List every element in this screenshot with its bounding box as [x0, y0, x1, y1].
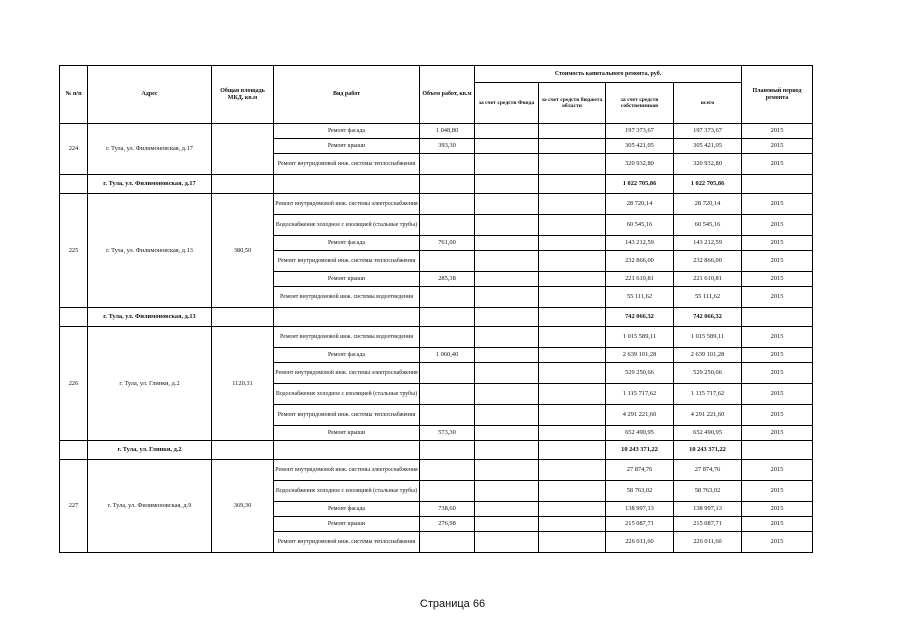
- subtotal-empty-num: [60, 175, 88, 194]
- subtotal-row: [60, 308, 813, 327]
- subtotal-empty-period: [742, 308, 813, 327]
- total-cost-cell: 197 373,67: [674, 124, 742, 139]
- col-header-volume: Объем работ, кв.м: [420, 66, 475, 124]
- budget-cell: [539, 348, 606, 363]
- work-type-cell: Ремонт внутридомовой инж. системы электроснабжения: [274, 194, 420, 215]
- volume-cell: 1 060,40: [420, 348, 475, 363]
- period-cell: 2015: [742, 532, 813, 553]
- subtotal-empty-volume: [420, 441, 475, 460]
- owners-cost-cell: 529 250,66: [606, 363, 674, 384]
- period-cell: 2015: [742, 363, 813, 384]
- fund-cell: [475, 272, 539, 287]
- table-row: [60, 460, 813, 481]
- work-type-cell: Водоснабжение холодное с изоляцией (стальные трубы): [274, 215, 420, 236]
- subtotal-total-cost: 1 022 705,86: [674, 175, 742, 194]
- total-cost-cell: 221 610,81: [674, 272, 742, 287]
- fund-cell: [475, 363, 539, 384]
- budget-cell: [539, 532, 606, 553]
- owners-cost-cell: 1 115 717,62: [606, 384, 674, 405]
- period-cell: 2015: [742, 154, 813, 175]
- budget-cell: [539, 517, 606, 532]
- fund-cell: [475, 532, 539, 553]
- budget-cell: [539, 405, 606, 426]
- total-cost-cell: 138 997,13: [674, 502, 742, 517]
- budget-cell: [539, 124, 606, 139]
- owners-cost-cell: 652 490,95: [606, 426, 674, 441]
- subtotal-total-cost: 10 243 371,22: [674, 441, 742, 460]
- owners-cost-cell: 226 011,60: [606, 532, 674, 553]
- subtotal-empty-fund: [475, 308, 539, 327]
- budget-cell: [539, 272, 606, 287]
- col-header-work-type: Вид работ: [274, 66, 420, 124]
- owners-cost-cell: 138 997,13: [606, 502, 674, 517]
- total-cost-cell: 652 490,95: [674, 426, 742, 441]
- col-header-period: Плановый период ремонта: [742, 66, 813, 124]
- period-cell: 2015: [742, 251, 813, 272]
- period-cell: 2015: [742, 194, 813, 215]
- subtotal-empty-volume: [420, 308, 475, 327]
- fund-cell: [475, 481, 539, 502]
- subtotal-address: г. Тула, ул. Филимоновская, д.17: [88, 175, 212, 194]
- work-type-cell: Ремонт внутридомовой инж. системы электроснабжения: [274, 460, 420, 481]
- volume-cell: [420, 194, 475, 215]
- total-cost-cell: 1 115 717,62: [674, 384, 742, 405]
- table-row: [60, 194, 813, 215]
- area-cell: 380,50: [212, 194, 274, 308]
- work-type-cell: Ремонт крыши: [274, 426, 420, 441]
- row-number: 224: [60, 124, 88, 175]
- work-type-cell: Ремонт фасада: [274, 348, 420, 363]
- subtotal-empty-area: [212, 175, 274, 194]
- fund-cell: [475, 194, 539, 215]
- budget-cell: [539, 481, 606, 502]
- work-type-cell: Водоснабжение холодное с изоляцией (стальные трубы): [274, 481, 420, 502]
- table-row: [60, 124, 813, 139]
- budget-cell: [539, 215, 606, 236]
- subtotal-address: г. Тула, ул. Филимоновская, д.13: [88, 308, 212, 327]
- work-type-cell: Ремонт внутридомовой инж. системы теплоснабжения: [274, 532, 420, 553]
- owners-cost-cell: 215 087,71: [606, 517, 674, 532]
- subtotal-empty-area: [212, 441, 274, 460]
- period-cell: 2015: [742, 272, 813, 287]
- total-cost-cell: 4 291 221,60: [674, 405, 742, 426]
- volume-cell: [420, 327, 475, 348]
- fund-cell: [475, 517, 539, 532]
- area-cell: [212, 124, 274, 175]
- work-type-cell: Ремонт внутридомовой инж. системы водоотведения: [274, 287, 420, 308]
- subtotal-row: [60, 441, 813, 460]
- fund-cell: [475, 502, 539, 517]
- volume-cell: [420, 481, 475, 502]
- total-cost-cell: 226 011,60: [674, 532, 742, 553]
- subtotal-total-cost: 742 066,32: [674, 308, 742, 327]
- col-header-fund: за счет средств Фонда: [475, 83, 539, 124]
- owners-cost-cell: 27 874,76: [606, 460, 674, 481]
- total-cost-cell: 215 087,71: [674, 517, 742, 532]
- budget-cell: [539, 194, 606, 215]
- fund-cell: [475, 236, 539, 251]
- subtotal-empty-fund: [475, 441, 539, 460]
- total-cost-cell: 232 866,00: [674, 251, 742, 272]
- total-cost-cell: 27 874,76: [674, 460, 742, 481]
- owners-cost-cell: 4 291 221,60: [606, 405, 674, 426]
- subtotal-empty-work: [274, 175, 420, 194]
- subtotal-empty-work: [274, 441, 420, 460]
- subtotal-empty-volume: [420, 175, 475, 194]
- address-cell: г. Тула, ул. Глинки, д.2: [88, 327, 212, 441]
- col-header-area: Общая площадь МКД, кв.м: [212, 66, 274, 124]
- total-cost-cell: 2 639 101,28: [674, 348, 742, 363]
- subtotal-empty-area: [212, 308, 274, 327]
- volume-cell: [420, 251, 475, 272]
- area-cell: 1120,31: [212, 327, 274, 441]
- period-cell: 2015: [742, 124, 813, 139]
- work-type-cell: Ремонт крыши: [274, 272, 420, 287]
- page-number: Страница 66: [419, 598, 486, 610]
- volume-cell: [420, 384, 475, 405]
- volume-cell: [420, 363, 475, 384]
- period-cell: 2015: [742, 287, 813, 308]
- fund-cell: [475, 139, 539, 154]
- period-cell: 2015: [742, 517, 813, 532]
- subtotal-empty-budget: [539, 175, 606, 194]
- owners-cost-cell: 28 720,14: [606, 194, 674, 215]
- period-cell: 2015: [742, 426, 813, 441]
- owners-cost-cell: 58 763,02: [606, 481, 674, 502]
- subtotal-empty-budget: [539, 441, 606, 460]
- volume-cell: [420, 405, 475, 426]
- volume-cell: [420, 215, 475, 236]
- total-cost-cell: 143 212,59: [674, 236, 742, 251]
- volume-cell: [420, 460, 475, 481]
- budget-cell: [539, 154, 606, 175]
- budget-cell: [539, 363, 606, 384]
- budget-cell: [539, 327, 606, 348]
- subtotal-address: г. Тула, ул. Глинки, д.2: [88, 441, 212, 460]
- budget-cell: [539, 287, 606, 308]
- subtotal-empty-num: [60, 308, 88, 327]
- budget-cell: [539, 251, 606, 272]
- volume-cell: 276,98: [420, 517, 475, 532]
- work-type-cell: Ремонт крыши: [274, 517, 420, 532]
- subtotal-empty-num: [60, 441, 88, 460]
- col-header-address: Адрес: [88, 66, 212, 124]
- address-cell: г. Тула, ул. Филимоновская, д.13: [88, 194, 212, 308]
- period-cell: 2015: [742, 460, 813, 481]
- subtotal-empty-fund: [475, 175, 539, 194]
- col-header-total: всего: [674, 83, 742, 124]
- budget-cell: [539, 502, 606, 517]
- budget-cell: [539, 426, 606, 441]
- work-type-cell: Ремонт крыши: [274, 139, 420, 154]
- total-cost-cell: 305 421,05: [674, 139, 742, 154]
- col-header-budget: за счет средств бюджета области: [539, 83, 606, 124]
- work-type-cell: Ремонт внутридомовой инж. системы водоотведения: [274, 327, 420, 348]
- volume-cell: 285,38: [420, 272, 475, 287]
- row-number: 227: [60, 460, 88, 553]
- work-type-cell: Ремонт фасада: [274, 236, 420, 251]
- total-cost-cell: 28 720,14: [674, 194, 742, 215]
- period-cell: 2015: [742, 215, 813, 236]
- fund-cell: [475, 287, 539, 308]
- volume-cell: 1 048,80: [420, 124, 475, 139]
- volume-cell: 393,30: [420, 139, 475, 154]
- period-cell: 2015: [742, 348, 813, 363]
- fund-cell: [475, 215, 539, 236]
- subtotal-owners-cost: 10 243 371,22: [606, 441, 674, 460]
- subtotal-empty-work: [274, 308, 420, 327]
- fund-cell: [475, 154, 539, 175]
- total-cost-cell: 60 545,16: [674, 215, 742, 236]
- budget-cell: [539, 236, 606, 251]
- owners-cost-cell: 197 373,67: [606, 124, 674, 139]
- owners-cost-cell: 60 545,16: [606, 215, 674, 236]
- owners-cost-cell: 232 866,00: [606, 251, 674, 272]
- work-type-cell: Ремонт фасада: [274, 124, 420, 139]
- work-type-cell: Ремонт внутридомовой инж. системы теплоснабжения: [274, 154, 420, 175]
- table-body: [60, 124, 813, 553]
- row-number: 225: [60, 194, 88, 308]
- work-type-cell: Ремонт внутридомовой инж. системы теплоснабжения: [274, 405, 420, 426]
- col-header-owners: за счет средств собственников: [606, 83, 674, 124]
- period-cell: 2015: [742, 481, 813, 502]
- volume-cell: [420, 287, 475, 308]
- total-cost-cell: 55 111,62: [674, 287, 742, 308]
- total-cost-cell: 529 250,66: [674, 363, 742, 384]
- period-cell: 2015: [742, 327, 813, 348]
- total-cost-cell: 320 932,80: [674, 154, 742, 175]
- fund-cell: [475, 348, 539, 363]
- volume-cell: [420, 154, 475, 175]
- fund-cell: [475, 124, 539, 139]
- table-row: [60, 327, 813, 348]
- period-cell: 2015: [742, 236, 813, 251]
- total-cost-cell: 58 763,02: [674, 481, 742, 502]
- fund-cell: [475, 327, 539, 348]
- address-cell: г. Тула, ул. Филимоновская, д.17: [88, 124, 212, 175]
- period-cell: 2015: [742, 139, 813, 154]
- owners-cost-cell: 143 212,59: [606, 236, 674, 251]
- subtotal-owners-cost: 742 066,32: [606, 308, 674, 327]
- total-cost-cell: 1 015 589,11: [674, 327, 742, 348]
- volume-cell: 738,60: [420, 502, 475, 517]
- volume-cell: 761,00: [420, 236, 475, 251]
- col-header-num: № п/п: [60, 66, 88, 124]
- period-cell: 2015: [742, 502, 813, 517]
- fund-cell: [475, 384, 539, 405]
- period-cell: 2015: [742, 405, 813, 426]
- fund-cell: [475, 426, 539, 441]
- owners-cost-cell: 55 111,62: [606, 287, 674, 308]
- work-type-cell: Ремонт фасада: [274, 502, 420, 517]
- fund-cell: [475, 460, 539, 481]
- owners-cost-cell: 1 015 589,11: [606, 327, 674, 348]
- address-cell: г. Тула, ул. Филимоновская, д.9: [88, 460, 212, 553]
- owners-cost-cell: 320 932,80: [606, 154, 674, 175]
- budget-cell: [539, 384, 606, 405]
- budget-cell: [539, 460, 606, 481]
- subtotal-row: [60, 175, 813, 194]
- subtotal-empty-budget: [539, 308, 606, 327]
- volume-cell: [420, 532, 475, 553]
- fund-cell: [475, 405, 539, 426]
- owners-cost-cell: 221 610,81: [606, 272, 674, 287]
- work-type-cell: Ремонт внутридомовой инж. системы теплоснабжения: [274, 251, 420, 272]
- work-type-cell: Водоснабжение холодное с изоляцией (стальные трубы): [274, 384, 420, 405]
- area-cell: 369,30: [212, 460, 274, 553]
- owners-cost-cell: 305 421,05: [606, 139, 674, 154]
- budget-cell: [539, 139, 606, 154]
- subtotal-empty-period: [742, 175, 813, 194]
- row-number: 226: [60, 327, 88, 441]
- work-type-cell: Ремонт внутридомовой инж. системы электроснабжения: [274, 363, 420, 384]
- owners-cost-cell: 2 639 101,28: [606, 348, 674, 363]
- subtotal-empty-period: [742, 441, 813, 460]
- period-cell: 2015: [742, 384, 813, 405]
- capital-repair-table: [59, 65, 813, 553]
- volume-cell: 573,30: [420, 426, 475, 441]
- fund-cell: [475, 251, 539, 272]
- subtotal-owners-cost: 1 022 705,86: [606, 175, 674, 194]
- col-header-cost-group: Стоимость капитального ремонта, руб.: [475, 66, 742, 83]
